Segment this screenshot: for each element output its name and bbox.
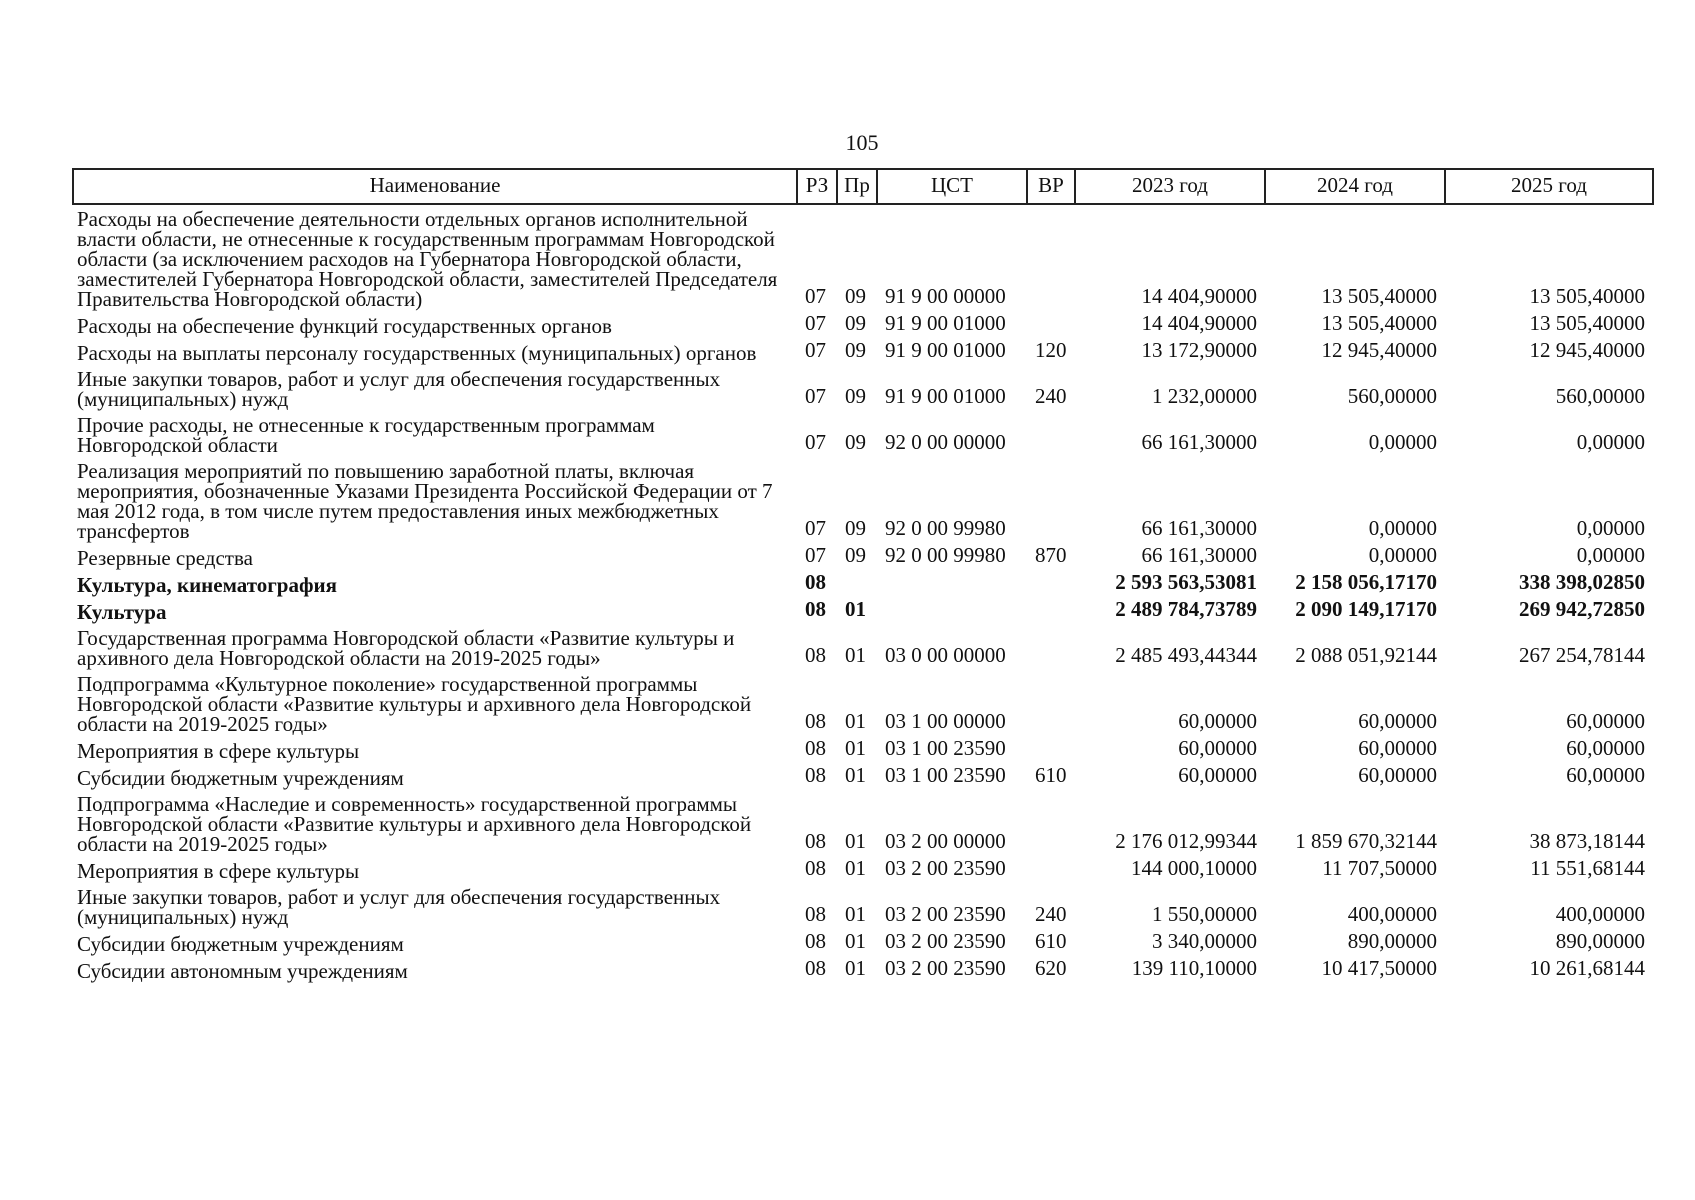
cell-pr: 01 [845, 856, 866, 880]
table-row [73, 311, 1653, 338]
header-2024: 2024 год [1265, 169, 1445, 204]
cell-cst: 03 1 00 23590 [885, 736, 1006, 760]
cell-2023: 66 161,30000 [1141, 543, 1257, 567]
table-row [73, 670, 1653, 736]
cell-cst: 91 9 00 00000 [885, 284, 1006, 308]
cell-rz: 08 [805, 929, 826, 953]
cell-2025: 13 505,40000 [1529, 311, 1645, 335]
cell-name: Субсидии бюджетным учреждениям [77, 766, 404, 790]
cell-rz: 08 [805, 902, 826, 926]
table-row [73, 365, 1653, 411]
cell-rz: 08 [805, 829, 826, 853]
cell-rz: 08 [805, 856, 826, 880]
cell-2025: 38 873,18144 [1529, 829, 1645, 853]
cell-2023: 2 593 563,53081 [1115, 570, 1257, 594]
cell-pr: 09 [845, 284, 866, 308]
cell-pr: 09 [845, 311, 866, 335]
cell-2024: 0,00000 [1368, 516, 1437, 540]
cell-2025: 13 505,40000 [1529, 284, 1645, 308]
table-row [73, 597, 1653, 624]
cell-name: Иные закупки товаров, работ и услуг для обеспечения государственных (муниципальных) нужд [77, 885, 721, 929]
cell-2025: 11 551,68144 [1530, 856, 1645, 880]
cell-vr [1027, 411, 1075, 457]
cell-2023: 144 000,10000 [1131, 856, 1257, 880]
table-row [73, 736, 1653, 763]
cell-vr: 870 [1035, 543, 1067, 567]
budget-table [72, 168, 1654, 983]
cell-cst: 03 2 00 23590 [885, 929, 1006, 953]
table-row [73, 956, 1653, 983]
cell-rz: 07 [805, 430, 826, 454]
table-row [73, 338, 1653, 365]
table-row [73, 624, 1653, 670]
cell-rz: 08 [805, 643, 826, 667]
cell-pr: 01 [845, 763, 866, 787]
cell-2023: 66 161,30000 [1141, 430, 1257, 454]
cell-2024: 60,00000 [1358, 709, 1437, 733]
cell-2024: 13 505,40000 [1321, 284, 1437, 308]
cell-2025: 269 942,72850 [1519, 597, 1645, 621]
cell-2023: 13 172,90000 [1141, 338, 1257, 362]
cell-cst [877, 597, 1027, 624]
cell-rz: 07 [805, 543, 826, 567]
cell-cst [877, 570, 1027, 597]
cell-2025: 12 945,40000 [1529, 338, 1645, 362]
page-number: 105 [845, 130, 879, 155]
cell-2025: 0,00000 [1576, 543, 1645, 567]
cell-2024: 2 090 149,17170 [1295, 597, 1437, 621]
cell-name: Расходы на выплаты персоналу государственных (муниципальных) органов [77, 341, 757, 365]
cell-vr [1027, 624, 1075, 670]
cell-name: Расходы на обеспечение деятельности отдельных органов исполнительной власти области, не отнесенные к государственным программам Новгородской области (за исключением расходов на Губернатора Новгородской области, заместителей Губернатора Новгородской области, заместителей Председателя Правительства Новгородской области) [77, 207, 778, 311]
cell-vr [1027, 457, 1075, 543]
cell-name: Государственная программа Новгородской области «Развитие культуры и архивного дела Новгородской области на 2019-2025 годы» [77, 626, 735, 670]
table-row [73, 763, 1653, 790]
cell-rz: 08 [805, 736, 826, 760]
table-row [73, 204, 1653, 311]
cell-name: Культура [77, 600, 167, 624]
cell-name: Иные закупки товаров, работ и услуг для обеспечения государственных (муниципальных) нужд [77, 367, 721, 411]
cell-vr [1027, 856, 1075, 883]
table-row [73, 543, 1653, 570]
cell-2024: 1 859 670,32144 [1295, 829, 1437, 853]
cell-2024: 60,00000 [1358, 763, 1437, 787]
cell-rz: 07 [805, 284, 826, 308]
header-vr: ВР [1027, 169, 1075, 204]
header-cst: ЦСТ [877, 169, 1027, 204]
header-pr: Пр [837, 169, 877, 204]
table-row [73, 929, 1653, 956]
cell-2023: 60,00000 [1178, 709, 1257, 733]
cell-2023: 2 485 493,44344 [1115, 643, 1257, 667]
cell-cst: 91 9 00 01000 [885, 384, 1006, 408]
cell-vr [1027, 790, 1075, 856]
cell-name: Субсидии автономным учреждениям [77, 959, 408, 983]
cell-rz: 07 [805, 516, 826, 540]
cell-rz: 08 [805, 763, 826, 787]
cell-rz: 07 [805, 338, 826, 362]
cell-2023: 139 110,10000 [1131, 956, 1257, 980]
cell-2024: 60,00000 [1358, 736, 1437, 760]
cell-name: Субсидии бюджетным учреждениям [77, 932, 404, 956]
cell-vr [1027, 204, 1075, 311]
cell-name: Реализация мероприятий по повышению заработной платы, включая мероприятия, обозначенные Указами Президента Российской Федерации от 7 мая 2012 года, в том числе путем предоставления иных межбюджетных трансфертов [77, 459, 773, 543]
cell-2023: 66 161,30000 [1141, 516, 1257, 540]
header-name: Наименование [73, 169, 797, 204]
header-rz: РЗ [797, 169, 837, 204]
cell-cst: 03 1 00 00000 [885, 709, 1006, 733]
cell-cst: 91 9 00 01000 [885, 338, 1006, 362]
cell-2025: 267 254,78144 [1519, 643, 1645, 667]
cell-rz: 08 [805, 597, 826, 621]
cell-2023: 14 404,90000 [1141, 284, 1257, 308]
cell-cst: 91 9 00 01000 [885, 311, 1006, 335]
cell-pr: 01 [845, 956, 866, 980]
cell-pr: 01 [845, 736, 866, 760]
cell-pr: 01 [845, 709, 866, 733]
cell-pr: 01 [845, 902, 866, 926]
cell-vr: 240 [1035, 384, 1067, 408]
cell-2025: 60,00000 [1566, 763, 1645, 787]
cell-name: Культура, кинематография [77, 573, 337, 597]
cell-name: Мероприятия в сфере культуры [77, 739, 360, 763]
cell-2023: 60,00000 [1178, 763, 1257, 787]
cell-2025: 560,00000 [1555, 384, 1645, 408]
cell-pr: 01 [845, 643, 866, 667]
cell-2024: 560,00000 [1347, 384, 1437, 408]
cell-pr: 01 [845, 597, 866, 621]
cell-2025: 60,00000 [1566, 736, 1645, 760]
cell-cst: 92 0 00 00000 [885, 430, 1006, 454]
cell-cst: 03 1 00 23590 [885, 763, 1006, 787]
cell-name: Расходы на обеспечение функций государственных органов [77, 314, 612, 338]
cell-2024: 890,00000 [1347, 929, 1437, 953]
table-row [73, 570, 1653, 597]
cell-2024: 12 945,40000 [1321, 338, 1437, 362]
cell-cst: 92 0 00 99980 [885, 543, 1006, 567]
cell-2024: 2 158 056,17170 [1295, 570, 1437, 594]
header-2023: 2023 год [1075, 169, 1265, 204]
cell-name: Подпрограмма «Наследие и современность» государственной программы Новгородской области «Развитие культуры и архивного дела Новгородской области на 2019-2025 годы» [77, 792, 752, 856]
cell-2023: 3 340,00000 [1152, 929, 1257, 953]
cell-cst: 03 2 00 00000 [885, 829, 1006, 853]
cell-pr: 09 [845, 338, 866, 362]
cell-pr: 09 [845, 384, 866, 408]
cell-2024: 400,00000 [1347, 902, 1437, 926]
table-row [73, 411, 1653, 457]
cell-name: Резервные средства [77, 546, 253, 570]
cell-name: Прочие расходы, не отнесенные к государственным программам Новгородской области [77, 413, 655, 457]
cell-vr [1027, 670, 1075, 736]
cell-2023: 2 489 784,73789 [1115, 597, 1257, 621]
cell-rz: 08 [805, 570, 826, 594]
cell-2025: 10 261,68144 [1529, 956, 1645, 980]
cell-cst: 03 2 00 23590 [885, 856, 1006, 880]
cell-vr [1027, 736, 1075, 763]
cell-2025: 0,00000 [1576, 516, 1645, 540]
cell-2024: 13 505,40000 [1321, 311, 1437, 335]
cell-pr: 01 [845, 929, 866, 953]
cell-pr: 09 [845, 516, 866, 540]
cell-vr [1027, 311, 1075, 338]
cell-cst: 03 2 00 23590 [885, 902, 1006, 926]
cell-2025: 400,00000 [1555, 902, 1645, 926]
cell-cst: 92 0 00 99980 [885, 516, 1006, 540]
cell-2024: 10 417,50000 [1321, 956, 1437, 980]
cell-name: Мероприятия в сфере культуры [77, 859, 360, 883]
cell-name: Подпрограмма «Культурное поколение» государственной программы Новгородской области «Развитие культуры и архивного дела Новгородской области на 2019-2025 годы» [77, 672, 752, 736]
cell-2024: 0,00000 [1368, 543, 1437, 567]
cell-2023: 60,00000 [1178, 736, 1257, 760]
cell-pr: 09 [845, 430, 866, 454]
cell-pr: 01 [845, 829, 866, 853]
cell-vr: 240 [1035, 902, 1067, 926]
table-row [73, 457, 1653, 543]
cell-rz: 07 [805, 311, 826, 335]
cell-rz: 08 [805, 709, 826, 733]
table-row [73, 856, 1653, 883]
cell-2025: 890,00000 [1555, 929, 1645, 953]
cell-2023: 1 232,00000 [1152, 384, 1257, 408]
cell-rz: 07 [805, 384, 826, 408]
cell-2025: 0,00000 [1576, 430, 1645, 454]
cell-2023: 14 404,90000 [1141, 311, 1257, 335]
cell-vr: 610 [1035, 929, 1067, 953]
cell-2024: 11 707,50000 [1322, 856, 1437, 880]
cell-2025: 60,00000 [1566, 709, 1645, 733]
cell-2024: 0,00000 [1368, 430, 1437, 454]
cell-pr [837, 570, 877, 597]
cell-2023: 1 550,00000 [1152, 902, 1257, 926]
cell-vr: 610 [1035, 763, 1067, 787]
cell-cst: 03 0 00 00000 [885, 643, 1006, 667]
cell-vr: 120 [1035, 338, 1067, 362]
cell-vr: 620 [1035, 956, 1067, 980]
table-header-row [73, 169, 1653, 204]
table-row [73, 790, 1653, 856]
cell-cst: 03 2 00 23590 [885, 956, 1006, 980]
cell-vr [1027, 597, 1075, 624]
cell-2023: 2 176 012,99344 [1115, 829, 1257, 853]
cell-2025: 338 398,02850 [1519, 570, 1645, 594]
cell-vr [1027, 570, 1075, 597]
cell-pr: 09 [845, 543, 866, 567]
header-2025: 2025 год [1445, 169, 1653, 204]
cell-rz: 08 [805, 956, 826, 980]
cell-2024: 2 088 051,92144 [1295, 643, 1437, 667]
table-body [73, 204, 1653, 983]
table-row [73, 883, 1653, 929]
